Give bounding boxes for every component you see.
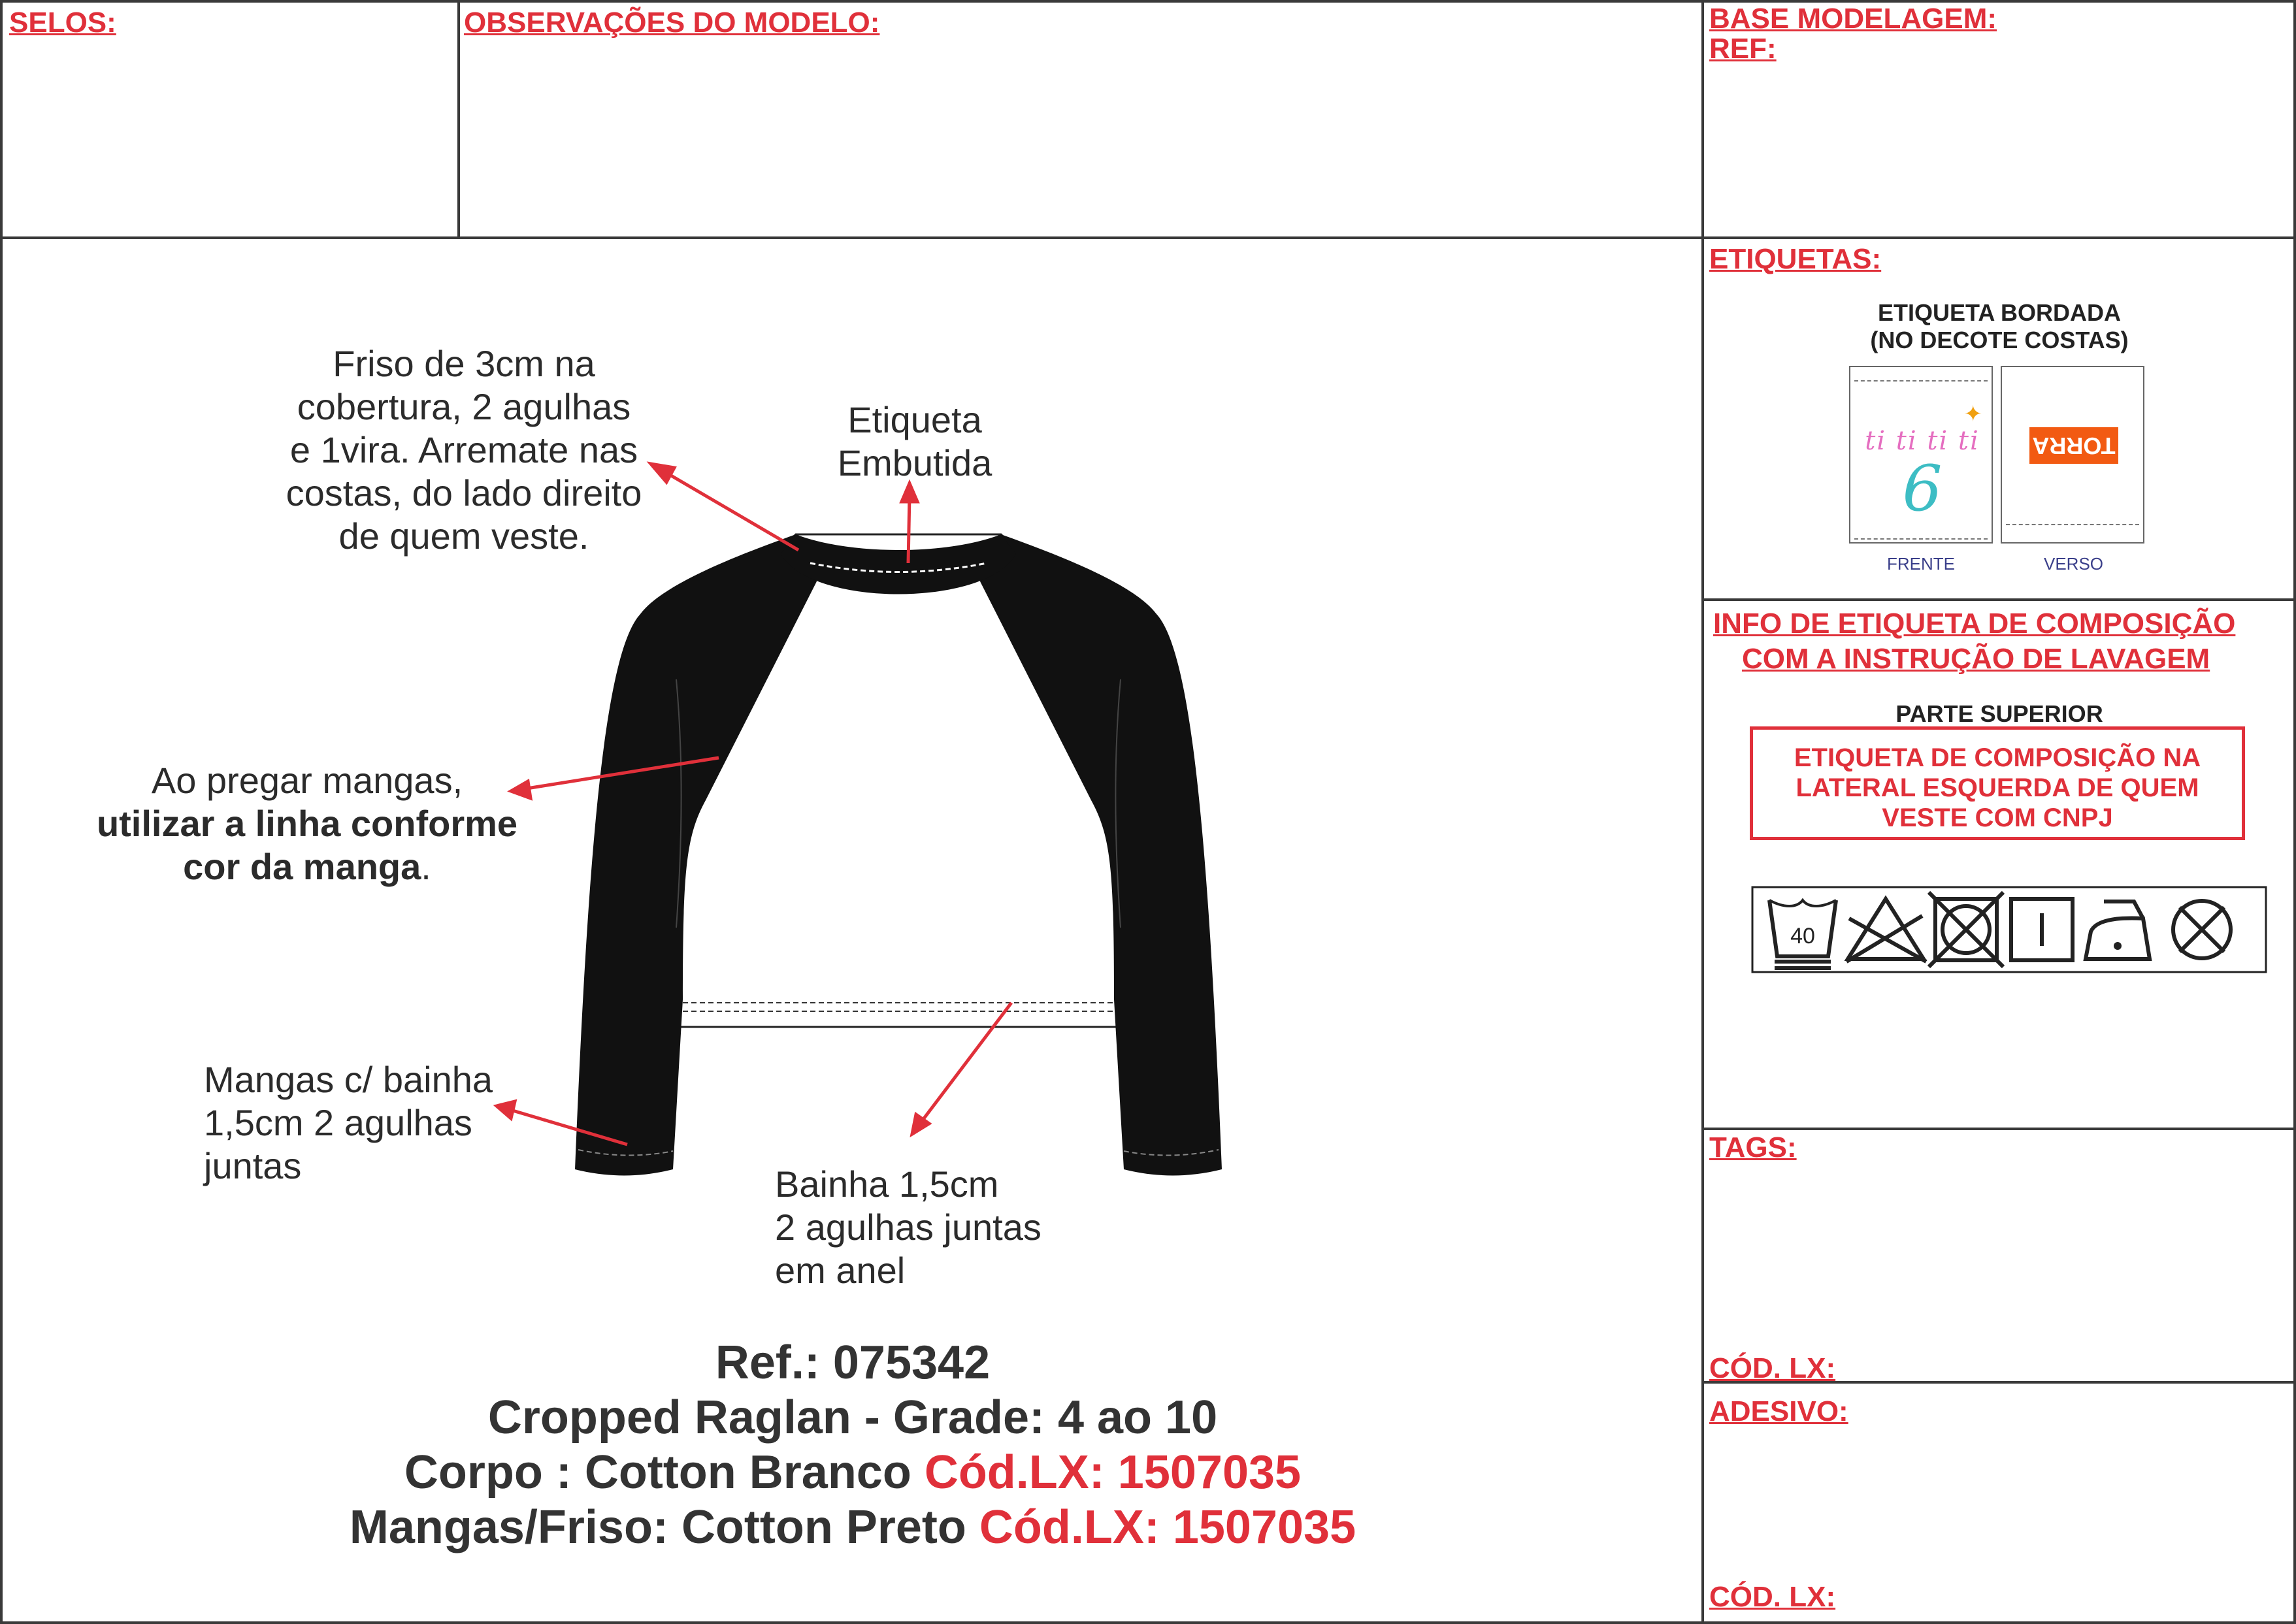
product-mangas: Mangas/Friso: Cotton Preto Cód.LX: 1507035 xyxy=(349,1501,1356,1553)
etiqueta-embutida-note: Etiqueta Embutida xyxy=(837,399,992,483)
line-dry-icon xyxy=(2011,899,2073,960)
base-modelagem-label: BASE MODELAGEM: xyxy=(1709,3,1997,35)
tags-cod-label: CÓD. LX: xyxy=(1709,1352,1836,1384)
observacoes-label: OBSERVAÇÕES DO MODELO: xyxy=(464,7,880,39)
composicao-instruction: ETIQUETA DE COMPOSIÇÃO NA LATERAL ESQUERDA DE QUEM VESTE COM CNPJ xyxy=(1750,726,2245,840)
pregar-mangas-note: Ao pregar mangas, utilizar a linha conforme cor da manga. xyxy=(96,760,518,887)
no-dry-clean-icon xyxy=(2173,901,2231,958)
composicao-title-2: COM A INSTRUÇÃO DE LAVAGEM xyxy=(1742,643,2210,675)
mangas-bainha-note: Mangas c/ bainha 1,5cm 2 agulhas juntas xyxy=(204,1059,493,1186)
tags-box xyxy=(1701,1128,2296,1384)
svg-text:40: 40 xyxy=(1790,924,1815,949)
etiquetas-box xyxy=(1701,236,2296,601)
adesivo-cod-label: CÓD. LX: xyxy=(1709,1581,1836,1613)
composicao-title-1: INFO DE ETIQUETA DE COMPOSIÇÃO xyxy=(1713,608,2236,640)
wash-care-symbols xyxy=(1751,886,2267,973)
product-name: Cropped Raglan - Grade: 4 ao 10 xyxy=(487,1391,1218,1444)
no-bleach-icon xyxy=(1846,899,1926,962)
composicao-box xyxy=(1701,598,2296,1130)
no-tumble-dry-icon xyxy=(1929,892,2003,967)
brand-logo: ti ti ti ti xyxy=(1865,426,1980,456)
size-number: 6 xyxy=(1902,452,1943,525)
verso-caption: VERSO xyxy=(2044,554,2104,574)
label-back xyxy=(2001,366,2144,544)
product-ref: Ref.: 075342 xyxy=(715,1337,991,1389)
product-corpo: Corpo : Cotton Branco Cód.LX: 1507035 xyxy=(404,1446,1302,1499)
sparkle-icon: ✦ xyxy=(1963,402,1982,427)
bainha-note: Bainha 1,5cm 2 agulhas juntas em anel xyxy=(775,1163,1041,1291)
iron-low-icon xyxy=(2086,901,2150,959)
selos-label: SELOS: xyxy=(9,7,116,39)
etiquetas-label: ETIQUETAS: xyxy=(1709,243,1882,275)
parte-superior: PARTE SUPERIOR xyxy=(1895,700,2103,727)
frente-caption: FRENTE xyxy=(1887,554,1955,574)
product-info xyxy=(0,1335,1705,1555)
friso-note: Friso de 3cm na cobertura, 2 agulhas e 1vira. Arremate nas costas, do lado direito de quem veste. xyxy=(286,343,642,557)
label-front xyxy=(1849,366,1993,544)
etiqueta-bordada-title: ETIQUETA BORDADA (NO DECOTE COSTAS) xyxy=(1870,299,2129,353)
adesivo-label: ADESIVO: xyxy=(1709,1395,1848,1427)
base-modelagem-box xyxy=(1701,0,2296,239)
ref-label: REF: xyxy=(1709,33,1777,65)
tags-label: TAGS: xyxy=(1709,1131,1797,1163)
torra-logo: TORRA xyxy=(2029,427,2118,464)
